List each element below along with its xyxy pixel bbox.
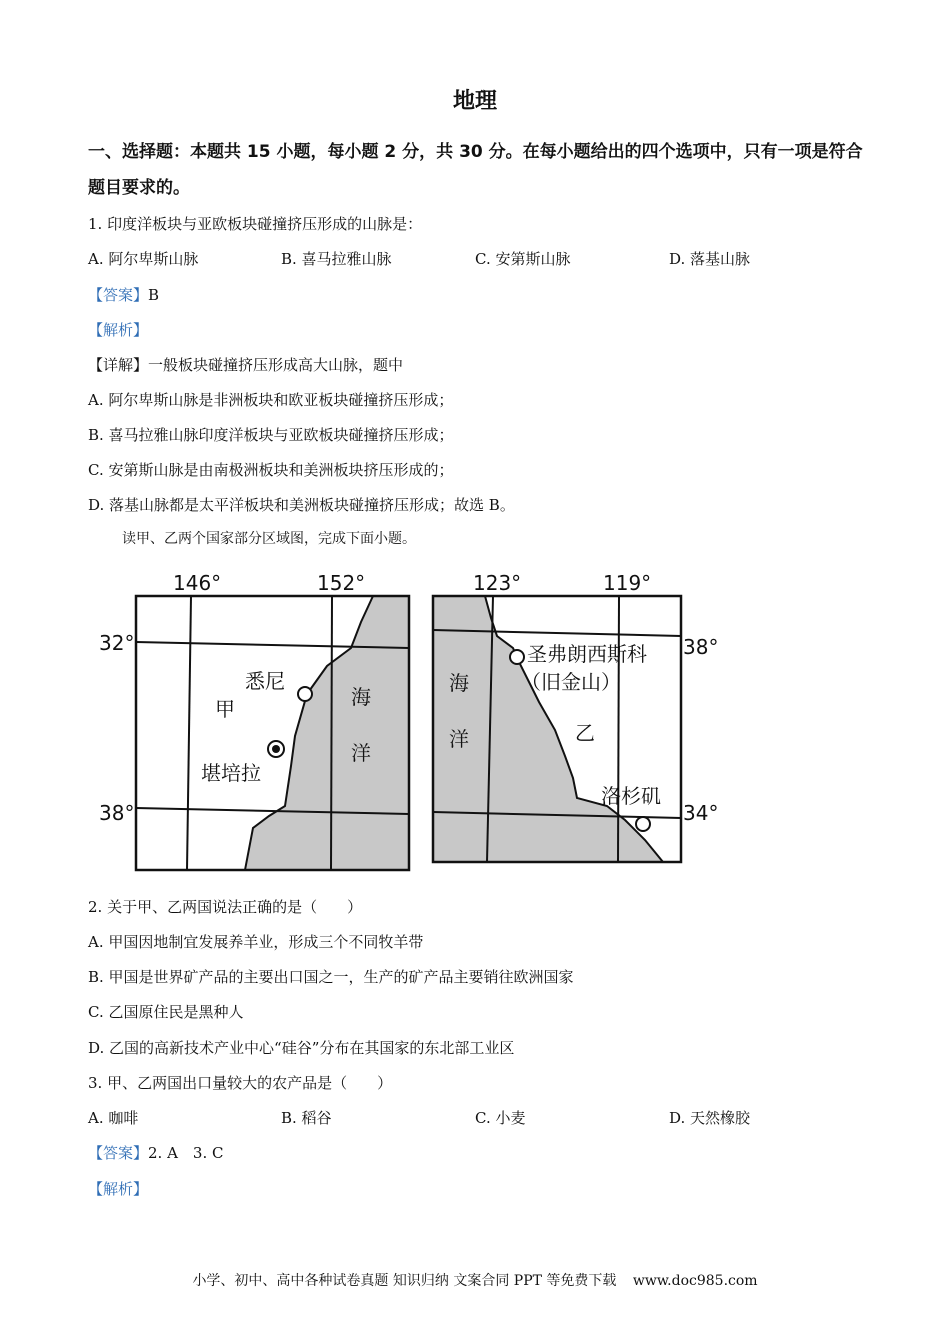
q3-stem: 3. 甲、乙两国出口量较大的农产品是（ ） — [88, 1074, 393, 1092]
canberra-label: 堪培拉 — [201, 761, 261, 785]
q1-option-c: C. 安第斯山脉 — [475, 250, 571, 268]
sydney-marker — [298, 687, 312, 701]
q1-option-a: A. 阿尔卑斯山脉 — [88, 250, 199, 268]
left-country-label: 甲 — [215, 697, 235, 721]
left-sea-label-2: 洋 — [351, 741, 371, 765]
san-francisco-label: 圣弗朗西斯科 — [527, 642, 647, 666]
los-angeles-marker — [636, 817, 650, 831]
q1-stem: 1. 印度洋板块与亚欧板块碰撞挤压形成的山脉是： — [88, 215, 423, 233]
left-map — [99, 571, 409, 870]
canberra-marker-dot — [272, 745, 280, 753]
answer-tag: 【答案】 — [88, 286, 149, 304]
footer-link[interactable]: www.doc985.com — [632, 1273, 758, 1289]
detail-text: 一般板块碰撞挤压形成高大山脉，题中 — [148, 356, 404, 374]
right-lat-label-2: 34° — [683, 801, 719, 825]
q2-option-c: C. 乙国原住民是黑种人 — [88, 1003, 244, 1021]
q1-detail — [88, 354, 403, 375]
answer-value: 2. A 3. C — [148, 1144, 224, 1162]
answer-tag: 【答案】 — [88, 1144, 149, 1162]
right-lon-label-1: 123° — [473, 571, 522, 595]
q3-option-d: D. 天然橡胶 — [669, 1109, 751, 1127]
left-lon-label-1: 146° — [173, 571, 222, 595]
q2-option-b: B. 甲国是世界矿产品的主要出口国之一，生产的矿产品主要销往欧洲国家 — [88, 968, 574, 986]
q1-option-d: D. 落基山脉 — [669, 250, 751, 268]
q2-option-a: A. 甲国因地制宜发展养羊业，形成三个不同牧羊带 — [88, 933, 424, 951]
q1-explanation-a: A. 阿尔卑斯山脉是非洲板块和欧亚板块碰撞挤压形成； — [88, 391, 454, 409]
q3-answer — [88, 1142, 224, 1163]
q1-answer — [88, 284, 159, 305]
page-title: 地理 — [452, 89, 497, 114]
q1-explanation-c: C. 安第斯山脉是由南极洲板块和美洲板块挤压形成的； — [88, 461, 454, 479]
right-country-label: 乙 — [575, 721, 595, 745]
sydney-label: 悉尼 — [245, 669, 285, 693]
left-lat-label-2: 38° — [99, 801, 135, 825]
answer-value: B — [148, 286, 160, 304]
region-maps — [95, 566, 719, 876]
right-lat-label-1: 38° — [683, 635, 719, 659]
los-angeles-label: 洛杉矶 — [601, 784, 661, 808]
q1-explanation-b: B. 喜马拉雅山脉印度洋板块与亚欧板块碰撞挤压形成； — [88, 426, 454, 444]
right-sea-label-2: 洋 — [449, 727, 469, 751]
q3-option-c: C. 小麦 — [475, 1109, 526, 1127]
q3-option-a: A. 咖啡 — [88, 1109, 139, 1127]
right-lon-label-2: 119° — [603, 571, 652, 595]
section-heading: 一、选择题：本题共 15 小题，每小题 2 分，共 30 分。在每小题给出的四个选项中，只有一项是符合题目要求的。 — [88, 142, 863, 198]
left-lat-label-1: 32° — [99, 631, 135, 655]
footer-text: 小学、初中、高中各种试卷真题 知识归纳 文案合同 PPT 等免费下载 — [192, 1273, 617, 1289]
right-sea-label-1: 海 — [449, 671, 469, 695]
q3-analysis-tag: 【解析】 — [88, 1180, 149, 1198]
q3-option-b: B. 稻谷 — [281, 1109, 332, 1127]
left-map-sea — [245, 596, 409, 870]
left-sea-label-1: 海 — [351, 685, 371, 709]
san-francisco-alt-label: （旧金山） — [521, 670, 621, 694]
right-map — [433, 571, 718, 862]
map-intro: 读甲、乙两个国家部分区域图，完成下面小题。 — [122, 531, 416, 547]
page-footer — [0, 1270, 950, 1290]
san-francisco-marker — [510, 650, 524, 664]
q1-analysis-tag: 【解析】 — [88, 321, 149, 339]
q1-explanation-d: D. 落基山脉都是太平洋板块和美洲板块碰撞挤压形成；故选 B。 — [88, 496, 515, 514]
left-lon-label-2: 152° — [317, 571, 366, 595]
detail-tag: 【详解】 — [88, 356, 149, 374]
q2-stem: 2. 关于甲、乙两国说法正确的是（ ） — [88, 898, 363, 916]
q2-option-d: D. 乙国的高新技术产业中心“硅谷”分布在其国家的东北部工业区 — [88, 1039, 515, 1057]
q1-option-b: B. 喜马拉雅山脉 — [281, 250, 392, 268]
